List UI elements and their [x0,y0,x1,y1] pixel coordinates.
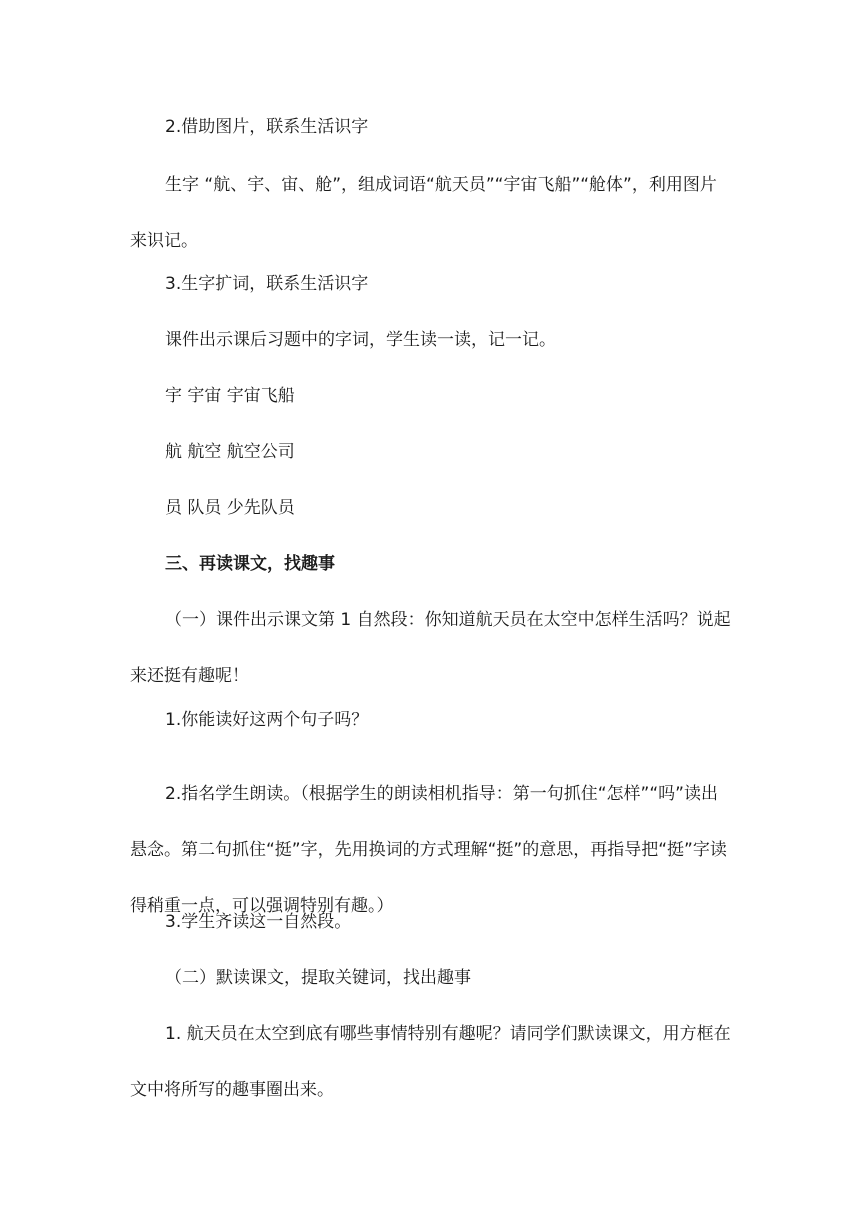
paragraph-find-fun: 1. 航天员在太空到底有哪些事情特别有趣呢？请同学们默读课文，用方框在文中将所写的趣事圈出来。 [130,1024,731,1100]
paragraph-courseware: 课件出示课后习题中的字词，学生读一读，记一记。 [165,330,556,350]
paragraph-step-2: 2.借助图片，联系生活识字 [165,117,369,137]
word-list-hang: 航 航空 航空公司 [165,442,295,462]
paragraph-group-reading: 3.学生齐读这一自然段。 [165,912,352,932]
paragraph-new-characters: 生字 “航、宇、宙、舱”，组成词语“航天员”“宇宙飞船”“舱体”，利用图片来识记。 [130,175,717,251]
word-list-yu: 宇 宇宙 宇宙飞船 [165,386,295,406]
paragraph-step-3: 3.生字扩词，联系生活识字 [165,274,369,294]
section-heading-3: 三、再读课文，找趣事 [165,554,335,574]
paragraph-read-sentences: 1.你能读好这两个句子吗？ [165,710,369,730]
paragraph-reading-guidance: 2.指名学生朗读。（根据学生的朗读相机指导：第一句抓住“怎样”“吗”读出悬念。第二句抓住“挺”字，先用换词的方式理解“挺”的意思，再指导把“挺”字读得稍重一点，可以强调特别有趣。） [130,784,727,916]
paragraph-part-1: （一）课件出示课文第 1 自然段：你知道航天员在太空中怎样生活吗？说起来还挺有趣呢！ [130,610,731,686]
paragraph-part-2: （二）默读课文，提取关键词，找出趣事 [165,968,471,988]
word-list-yuan: 员 队员 少先队员 [165,498,295,518]
